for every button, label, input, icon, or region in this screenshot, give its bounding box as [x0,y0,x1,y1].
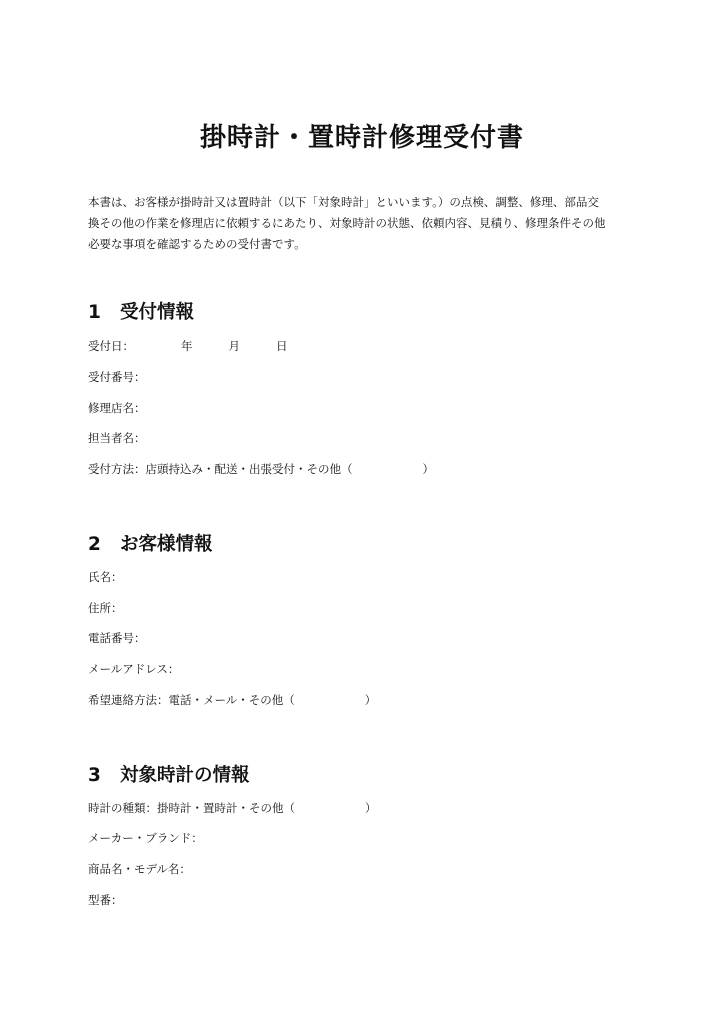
field-customer-email [88,661,179,677]
intro-line: 本書は、お客様が掛時計又は置時計（以下「対象時計」といいます。）の点検、調整、修理、部品交 [88,195,599,209]
year-label: 年 [181,339,193,353]
intro-line: 換その他の作業を修理店に依頼するにあたり、対象時計の状態、依頼内容、見積り、修理条件その他 [88,216,606,230]
paren-close: ） [365,801,377,815]
field-clock-type [88,800,377,816]
field-reception-method [88,461,434,477]
field-label: 商品名・モデル名： [88,862,191,876]
field-contact-method [88,692,376,708]
field-label: 修理店名： [88,401,146,415]
section-number: 3 [88,765,101,786]
field-label: メールアドレス： [88,662,180,676]
field-label: メーカー・ブランド： [88,831,203,845]
intro-line: 必要な事項を確認するための受付書です。 [88,237,306,251]
field-label: 時計の種類：掛時計・置時計・その他（ [88,801,295,815]
paren-close: ） [422,462,434,476]
section-title: 受付情報 [120,302,195,323]
field-label: 電話番号： [88,631,146,645]
field-reception-date [88,338,288,354]
field-customer-name [88,569,123,585]
document-title: 掛時計・置時計修理受付書 [199,123,524,153]
field-store-name [88,400,146,416]
field-label: 受付日： [88,339,134,353]
section-title: お客様情報 [120,534,213,555]
field-model-name [88,861,191,877]
day-label: 日 [276,339,288,353]
field-label: 希望連絡方法：電話・メール・その他（ [88,693,295,707]
field-maker-brand [88,830,203,846]
field-label: 担当者名： [88,431,146,445]
field-customer-phone [88,630,146,646]
field-label: 受付番号： [88,370,146,384]
field-label: 住所： [88,601,123,615]
month-label: 月 [228,339,240,353]
section-heading-reception [88,298,194,324]
field-customer-address [88,600,123,616]
field-label: 氏名： [88,570,123,584]
field-serial-number [88,892,123,908]
section-heading-clock [88,761,250,787]
paren-close: ） [364,693,377,707]
section-title: 対象時計の情報 [120,765,250,786]
field-staff-name [88,430,146,446]
section-number: 1 [88,302,101,323]
section-number: 2 [88,534,101,555]
section-heading-customer [88,530,213,556]
intro-paragraph [88,192,648,255]
field-label: 受付方法：店頭持込み・配送・出張受付・その他（ [88,462,353,476]
field-label: 型番： [88,893,123,907]
field-reception-number [88,369,146,385]
